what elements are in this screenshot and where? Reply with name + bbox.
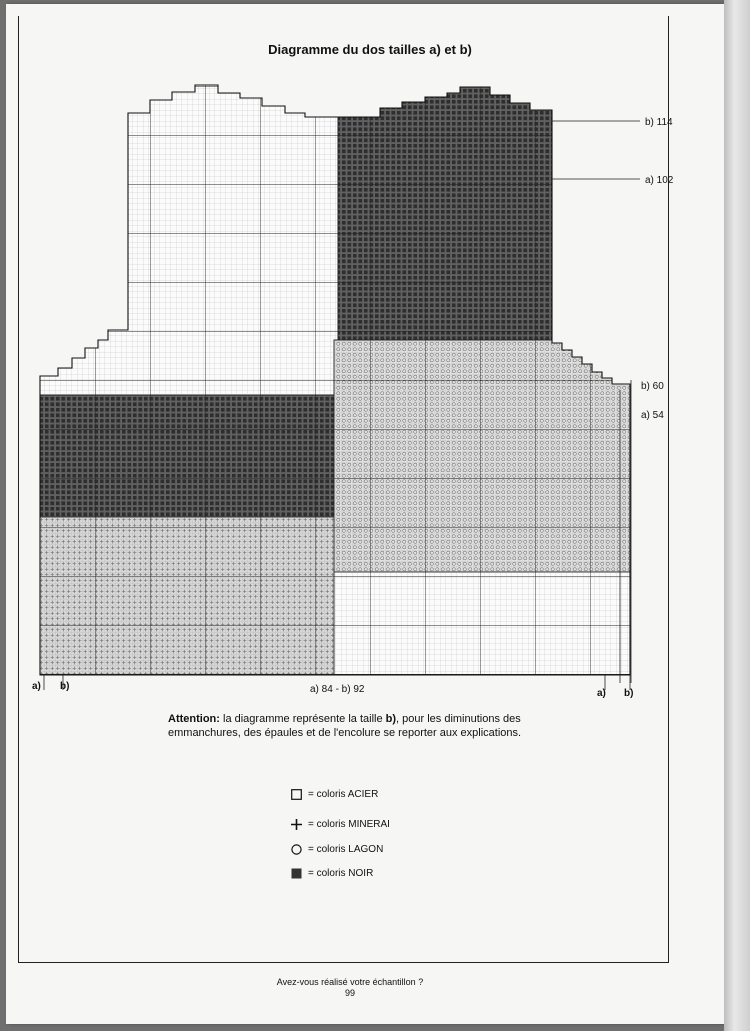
- square-outline-icon: [290, 788, 302, 800]
- mark-a-right: a): [597, 688, 606, 699]
- legend-label: = coloris LAGON: [308, 843, 384, 855]
- note-prefix: Attention:: [168, 713, 220, 725]
- note-line1b: , pour les diminutions des: [396, 713, 521, 725]
- mark-b60: b) 60: [641, 381, 664, 392]
- mark-a102: a) 102: [645, 175, 674, 186]
- legend-label: = coloris ACIER: [308, 788, 379, 800]
- note-line2: emmanchures, des épaules et de l'encolure se reporter aux explications.: [168, 727, 522, 739]
- attention-note: [168, 712, 548, 740]
- legend-acier: [290, 788, 378, 800]
- mark-a-left: a): [32, 681, 41, 692]
- circle-icon: [290, 843, 302, 855]
- mark-b-left: b): [60, 681, 70, 692]
- legend-label: = coloris MINERAI: [308, 818, 390, 830]
- mark-b114: b) 114: [645, 117, 673, 128]
- mark-a54: a) 54: [641, 410, 664, 421]
- filled-square-icon: [290, 867, 302, 879]
- legend-minerai: [290, 818, 390, 830]
- plus-icon: [290, 818, 302, 830]
- footer-question: Avez-vous réalisé votre échantillon ?: [276, 977, 424, 987]
- mark-b-right: b): [624, 688, 634, 699]
- mark-center-width: a) 84 - b) 92: [310, 684, 365, 695]
- note-size: b): [385, 713, 397, 725]
- page-number: 99: [344, 988, 355, 998]
- note-line1a: la diagramme représente la taille: [219, 713, 386, 725]
- diagram-title: Diagramme du dos tailles a) et b): [268, 42, 472, 57]
- legend-label: = coloris NOIR: [308, 867, 374, 879]
- legend-noir: [290, 867, 373, 879]
- page-footer: [240, 977, 460, 999]
- legend-lagon: [290, 843, 383, 855]
